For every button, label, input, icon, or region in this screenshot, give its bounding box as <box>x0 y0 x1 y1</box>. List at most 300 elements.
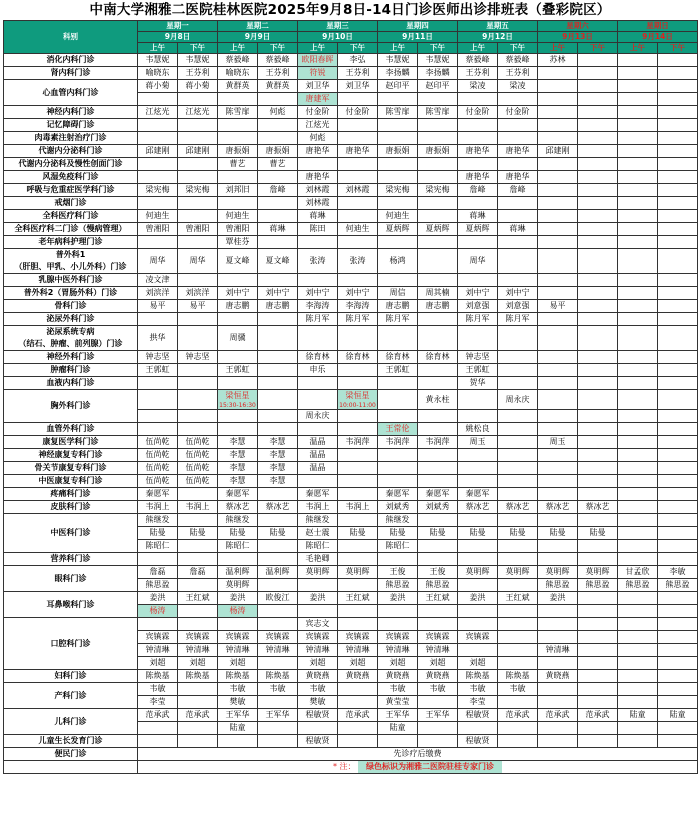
doctor-cell <box>538 631 578 644</box>
doctor-cell <box>578 657 618 670</box>
doctor-cell <box>498 410 538 423</box>
doctor-cell: 程敏贤 <box>458 735 498 748</box>
doctor-cell <box>578 592 618 605</box>
doctor-cell <box>178 735 218 748</box>
doctor-cell: 王红斌 <box>418 592 458 605</box>
dept-cell <box>4 364 138 377</box>
doctor-cell <box>178 390 218 410</box>
doctor-cell <box>298 423 338 436</box>
doctor-cell <box>498 605 538 618</box>
doctor-cell: 周华 <box>178 249 218 274</box>
doctor-cell: 陈月军 <box>458 313 498 326</box>
doctor-cell <box>218 274 258 287</box>
doctor-cell <box>458 553 498 566</box>
doctor-cell: 陈雪扉 <box>418 106 458 119</box>
dept-cell <box>4 326 138 351</box>
doctor-cell: 黄群英 <box>258 80 298 93</box>
doctor-cell <box>618 605 658 618</box>
doctor-cell: 樊敏 <box>218 696 258 709</box>
doctor-cell: 李慧 <box>258 475 298 488</box>
doctor-cell: 黄晓燕 <box>378 670 418 683</box>
schedule-row <box>4 287 698 300</box>
schedule-row <box>4 132 698 145</box>
doctor-cell: 唐志鹏 <box>378 300 418 313</box>
doctor-cell <box>578 605 618 618</box>
dept-name: 肉毒素注射治疗门诊 <box>34 133 107 142</box>
doctor-cell: 陈焕基 <box>178 670 218 683</box>
doctor-cell: 宾镇霖 <box>378 631 418 644</box>
doctor-cell <box>418 249 458 274</box>
schedule-row <box>4 80 698 93</box>
doctor-name: 符锐 <box>309 68 326 77</box>
doctor-cell <box>538 249 578 274</box>
doctor-cell <box>618 210 658 223</box>
dept-name: 儿科门诊 <box>54 716 87 726</box>
doctor-cell: 钟清琳 <box>178 644 218 657</box>
doctor-cell: 姜洪 <box>138 592 178 605</box>
schedule-row <box>4 274 698 287</box>
doctor-cell <box>578 313 618 326</box>
doctor-cell <box>298 579 338 592</box>
doctor-cell <box>578 351 618 364</box>
dept-name: （结石、肿瘤、前列腺）门诊 <box>18 339 123 348</box>
doctor-cell <box>258 579 298 592</box>
doctor-cell <box>258 553 298 566</box>
am-label: 上午 <box>298 43 338 54</box>
doctor-cell: 韦润上 <box>338 501 378 514</box>
doctor-cell <box>618 313 658 326</box>
doctor-cell: 李慧 <box>218 462 258 475</box>
doctor-cell <box>418 236 458 249</box>
doctor-cell <box>458 579 498 592</box>
doctor-cell <box>178 158 218 171</box>
doctor-cell: 何彪 <box>298 132 338 145</box>
doctor-cell <box>338 683 378 696</box>
doctor-cell: 唐艳华 <box>458 145 498 158</box>
doctor-cell: 曾湘阳 <box>138 223 178 236</box>
doctor-cell: 蒋小菊 <box>178 80 218 93</box>
doctor-cell <box>178 210 218 223</box>
doctor-cell: 陈月军 <box>298 313 338 326</box>
schedule-row <box>4 475 698 488</box>
doctor-cell <box>538 93 578 106</box>
doctor-cell: 王俊 <box>378 566 418 579</box>
doctor-cell: 钟清琳 <box>298 644 338 657</box>
doctor-cell: 钟志坚 <box>178 351 218 364</box>
doctor-cell <box>578 722 618 735</box>
span-cell: 先诊疗后缴费 <box>138 748 698 761</box>
doctor-cell-highlight <box>298 93 338 106</box>
dept-cell <box>4 300 138 313</box>
doctor-cell: 伍尚乾 <box>138 449 178 462</box>
dept-cell <box>4 377 138 390</box>
doctor-cell <box>618 735 658 748</box>
doctor-cell <box>618 436 658 449</box>
doctor-cell <box>458 274 498 287</box>
doctor-cell <box>578 54 618 67</box>
doctor-cell: 温晶 <box>298 449 338 462</box>
doctor-cell: 韦敏 <box>138 683 178 696</box>
doctor-cell <box>378 93 418 106</box>
doctor-cell <box>578 236 618 249</box>
dept-name: 血管外科门诊 <box>46 424 95 433</box>
doctor-cell: 蔡冰艺 <box>218 501 258 514</box>
doctor-cell <box>138 313 178 326</box>
doctor-cell: 黄永柱 <box>418 390 458 410</box>
doctor-cell: 梁宪梅 <box>418 184 458 197</box>
doctor-cell: 唐艳华 <box>498 145 538 158</box>
doctor-cell: 陈焕基 <box>498 670 538 683</box>
doctor-cell <box>578 683 618 696</box>
schedule-row <box>4 735 698 748</box>
dept-name: 疼痛科门诊 <box>50 489 91 498</box>
doctor-name: 欧阳春晖 <box>301 55 334 64</box>
doctor-cell <box>578 644 618 657</box>
doctor-cell <box>178 132 218 145</box>
doctor-cell <box>538 618 578 631</box>
doctor-cell <box>418 119 458 132</box>
dept-name: 全科医疗科门诊 <box>42 211 99 220</box>
doctor-cell: 苏林 <box>538 54 578 67</box>
dept-cell <box>4 223 138 236</box>
doctor-cell <box>378 605 418 618</box>
doctor-cell <box>458 119 498 132</box>
doctor-cell: 刘超 <box>418 657 458 670</box>
doctor-cell: 李慧 <box>218 475 258 488</box>
doctor-cell: 钟志坚 <box>138 351 178 364</box>
dept-cell <box>4 106 138 119</box>
doctor-cell: 宾镇霖 <box>258 631 298 644</box>
day-date-6: 9月14日 <box>618 32 698 43</box>
doctor-cell <box>658 145 698 158</box>
doctor-cell: 王郭虹 <box>218 364 258 377</box>
doctor-cell: 唐振娟 <box>418 145 458 158</box>
doctor-cell: 伍尚乾 <box>178 462 218 475</box>
schedule-row <box>4 618 698 631</box>
doctor-cell-highlight <box>338 390 378 410</box>
dept-cell <box>4 351 138 364</box>
doctor-cell: 伍尚乾 <box>178 475 218 488</box>
doctor-cell <box>378 158 418 171</box>
doctor-cell <box>498 722 538 735</box>
schedule-row <box>4 223 698 236</box>
doctor-cell <box>178 119 218 132</box>
schedule-row <box>4 670 698 683</box>
doctor-cell <box>538 274 578 287</box>
doctor-cell: 唐艳华 <box>298 171 338 184</box>
doctor-cell: 徐育林 <box>418 351 458 364</box>
doctor-cell <box>418 326 458 351</box>
doctor-cell: 韦慧妮 <box>378 54 418 67</box>
doctor-cell-highlight <box>298 67 338 80</box>
doctor-cell: 韦润萍 <box>338 436 378 449</box>
doctor-cell <box>298 274 338 287</box>
doctor-cell: 贺华 <box>458 377 498 390</box>
dept-cell <box>4 171 138 184</box>
doctor-cell <box>178 683 218 696</box>
doctor-cell: 陆童 <box>218 722 258 735</box>
doctor-cell <box>658 436 698 449</box>
doctor-cell <box>338 605 378 618</box>
doctor-cell: 韦敏 <box>378 683 418 696</box>
doctor-cell: 付金阶 <box>458 106 498 119</box>
doctor-cell: 韦敏 <box>258 683 298 696</box>
doctor-cell <box>498 696 538 709</box>
doctor-cell: 王芬利 <box>258 67 298 80</box>
doctor-cell: 刘中宁 <box>338 287 378 300</box>
doctor-cell <box>658 410 698 423</box>
doctor-cell <box>578 171 618 184</box>
doctor-cell <box>658 683 698 696</box>
doctor-cell: 黄莹莹 <box>378 696 418 709</box>
doctor-cell <box>338 132 378 145</box>
doctor-cell <box>538 236 578 249</box>
dept-name: 皮肤科门诊 <box>50 502 91 511</box>
doctor-cell <box>418 158 458 171</box>
schedule-row <box>4 501 698 514</box>
doctor-cell: 宾志文 <box>298 618 338 631</box>
doctor-cell <box>618 488 658 501</box>
doctor-cell <box>658 488 698 501</box>
doctor-cell: 熊继发 <box>298 514 338 527</box>
doctor-cell: 夏文峰 <box>218 249 258 274</box>
doctor-cell: 王军华 <box>418 709 458 722</box>
doctor-cell: 姜洪 <box>538 592 578 605</box>
doctor-cell <box>498 657 538 670</box>
dept-cell <box>4 748 138 761</box>
doctor-cell <box>338 462 378 475</box>
doctor-cell: 温利辉 <box>258 566 298 579</box>
doctor-cell <box>218 410 258 423</box>
day-name-1: 星期二 <box>218 21 298 32</box>
doctor-cell <box>218 377 258 390</box>
doctor-cell: 黄群英 <box>218 80 258 93</box>
doctor-cell: 王红斌 <box>178 592 218 605</box>
doctor-cell: 王芬利 <box>178 67 218 80</box>
doctor-cell <box>618 351 658 364</box>
dept-cell <box>4 145 138 158</box>
dept-cell <box>4 67 138 80</box>
doctor-cell <box>578 223 618 236</box>
doctor-cell <box>498 631 538 644</box>
doctor-cell: 曾湘阳 <box>178 223 218 236</box>
pm-label: 下午 <box>258 43 298 54</box>
doctor-cell: 邱建刚 <box>138 145 178 158</box>
doctor-cell: 刘超 <box>458 657 498 670</box>
dept-name: 肾内科门诊 <box>50 68 91 77</box>
doctor-cell <box>498 540 538 553</box>
doctor-cell <box>418 171 458 184</box>
doctor-cell: 何迪生 <box>338 223 378 236</box>
doctor-cell <box>618 514 658 527</box>
schedule-row <box>4 748 698 761</box>
day-date-4: 9月12日 <box>458 32 538 43</box>
doctor-cell: 甘孟欣 <box>618 566 658 579</box>
doctor-cell <box>578 364 618 377</box>
doctor-cell <box>138 410 178 423</box>
doctor-cell <box>258 132 298 145</box>
doctor-cell-highlight <box>298 54 338 67</box>
doctor-cell <box>338 540 378 553</box>
doctor-cell <box>578 423 618 436</box>
doctor-cell: 陆曼 <box>338 527 378 540</box>
doctor-cell: 范承武 <box>338 709 378 722</box>
day-date-5: 9月13日 <box>538 32 618 43</box>
dept-name: 消化内科门诊 <box>46 55 95 64</box>
doctor-cell: 莫明辉 <box>578 566 618 579</box>
doctor-cell <box>218 132 258 145</box>
dept-cell <box>4 436 138 449</box>
doctor-cell <box>218 119 258 132</box>
pm-label: 下午 <box>418 43 458 54</box>
doctor-cell: 温利辉 <box>218 566 258 579</box>
doctor-cell: 梁宪梅 <box>138 184 178 197</box>
doctor-cell: 徐育林 <box>298 351 338 364</box>
doctor-cell <box>458 644 498 657</box>
note-label: * 注： <box>332 762 356 771</box>
doctor-cell <box>138 197 178 210</box>
schedule-row <box>4 300 698 313</box>
schedule-row <box>4 423 698 436</box>
doctor-cell <box>138 618 178 631</box>
doctor-cell: 李海涛 <box>338 300 378 313</box>
doctor-cell: 蔡毅峰 <box>498 54 538 67</box>
doctor-cell <box>658 313 698 326</box>
am-label: 上午 <box>538 43 578 54</box>
doctor-cell <box>138 119 178 132</box>
doctor-cell <box>178 423 218 436</box>
time-slot: 15:30-16:30 <box>219 402 256 409</box>
doctor-cell <box>378 449 418 462</box>
doctor-cell <box>658 80 698 93</box>
doctor-cell: 拱华 <box>138 326 178 351</box>
doctor-cell: 宾镇霖 <box>338 631 378 644</box>
doctor-cell: 姜洪 <box>458 592 498 605</box>
doctor-cell <box>378 390 418 410</box>
doctor-cell: 欧俊江 <box>258 592 298 605</box>
doctor-cell <box>538 106 578 119</box>
dept-name: 泌尿系统专病 <box>46 327 95 336</box>
doctor-cell <box>218 313 258 326</box>
doctor-cell <box>138 132 178 145</box>
dept-cell <box>4 462 138 475</box>
doctor-cell: 周华 <box>458 249 498 274</box>
doctor-cell: 温晶 <box>298 462 338 475</box>
doctor-cell: 韦润上 <box>298 501 338 514</box>
doctor-cell: 刘中宁 <box>298 287 338 300</box>
day-date-0: 9月8日 <box>138 32 218 43</box>
doctor-cell: 徐育林 <box>378 351 418 364</box>
doctor-cell: 韦慧妮 <box>138 54 178 67</box>
doctor-cell <box>658 377 698 390</box>
pm-label: 下午 <box>498 43 538 54</box>
doctor-cell <box>618 722 658 735</box>
doctor-cell <box>138 735 178 748</box>
doctor-cell <box>138 171 178 184</box>
doctor-cell: 秦愿军 <box>418 488 458 501</box>
doctor-cell <box>498 514 538 527</box>
doctor-cell: 韦润萍 <box>378 436 418 449</box>
doctor-cell <box>458 93 498 106</box>
schedule-row <box>4 158 698 171</box>
doctor-cell <box>618 410 658 423</box>
day-name-5: 星期六 <box>538 21 618 32</box>
schedule-row <box>4 171 698 184</box>
doctor-cell: 唐振娟 <box>258 145 298 158</box>
time-slot: 10:00-11:00 <box>339 402 376 409</box>
doctor-cell: 蔡冰艺 <box>458 501 498 514</box>
doctor-cell <box>138 158 178 171</box>
dept-cell <box>4 501 138 514</box>
dept-cell <box>4 210 138 223</box>
doctor-cell <box>538 423 578 436</box>
schedule-row <box>4 313 698 326</box>
doctor-cell <box>258 93 298 106</box>
doctor-cell: 唐艳华 <box>298 145 338 158</box>
doctor-cell <box>658 475 698 488</box>
doctor-cell <box>418 475 458 488</box>
doctor-cell: 夏炳辉 <box>418 223 458 236</box>
doctor-cell: 秦愿军 <box>458 488 498 501</box>
doctor-cell <box>538 171 578 184</box>
doctor-cell <box>418 313 458 326</box>
doctor-cell <box>258 377 298 390</box>
doctor-cell: 徐育林 <box>338 351 378 364</box>
doctor-cell <box>258 605 298 618</box>
doctor-cell: 杨鸿 <box>378 249 418 274</box>
doctor-cell <box>498 249 538 274</box>
doctor-cell: 唐振娟 <box>218 145 258 158</box>
schedule-row <box>4 592 698 605</box>
doctor-cell <box>538 696 578 709</box>
doctor-cell: 陆曼 <box>458 527 498 540</box>
doctor-cell: 梁凌 <box>498 80 538 93</box>
doctor-cell: 宾镇霖 <box>218 631 258 644</box>
doctor-cell <box>578 670 618 683</box>
doctor-cell <box>258 488 298 501</box>
doctor-cell: 陈昭仁 <box>218 540 258 553</box>
doctor-cell <box>138 722 178 735</box>
doctor-cell <box>338 410 378 423</box>
doctor-cell: 钟清琳 <box>378 644 418 657</box>
dept-cell <box>4 274 138 287</box>
doctor-cell <box>578 631 618 644</box>
doctor-cell <box>538 462 578 475</box>
doctor-cell <box>178 364 218 377</box>
doctor-cell <box>658 501 698 514</box>
doctor-cell <box>418 210 458 223</box>
doctor-cell <box>418 449 458 462</box>
doctor-cell: 刘中宁 <box>218 287 258 300</box>
doctor-cell <box>578 106 618 119</box>
doctor-cell <box>538 364 578 377</box>
doctor-cell <box>538 657 578 670</box>
doctor-cell: 李慧 <box>258 436 298 449</box>
doctor-cell: 付金阶 <box>498 106 538 119</box>
dept-cell <box>4 475 138 488</box>
doctor-cell <box>258 540 298 553</box>
doctor-cell: 秦愿军 <box>218 488 258 501</box>
doctor-cell <box>338 722 378 735</box>
schedule-row <box>4 364 698 377</box>
doctor-cell: 喻晓东 <box>218 67 258 80</box>
doctor-cell <box>658 236 698 249</box>
doctor-cell <box>498 236 538 249</box>
doctor-cell: 陆曼 <box>498 527 538 540</box>
doctor-cell <box>258 171 298 184</box>
doctor-cell <box>458 390 498 410</box>
doctor-cell <box>658 171 698 184</box>
